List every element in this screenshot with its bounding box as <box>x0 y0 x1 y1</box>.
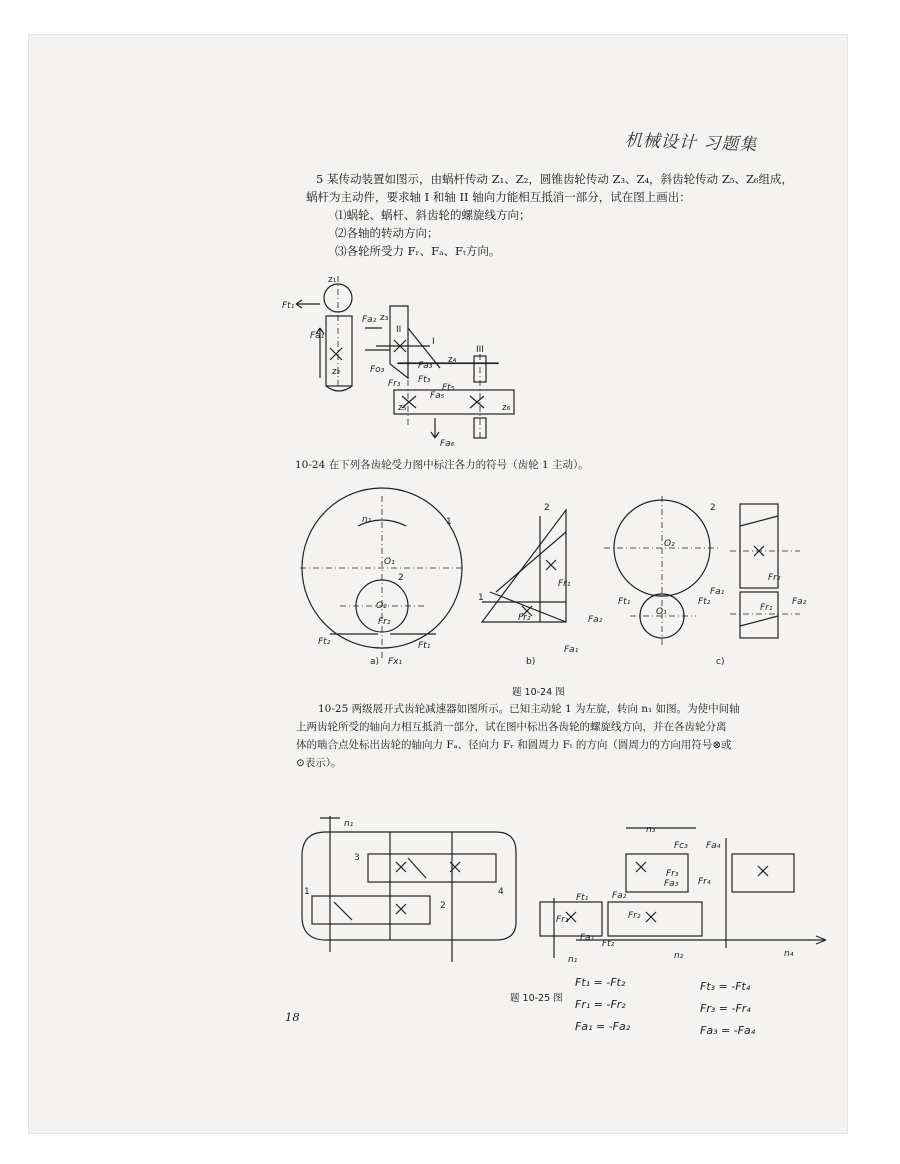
label-force-fr1: Fr₁ <box>556 915 569 925</box>
label-fa1: Fa₁ <box>310 331 325 341</box>
page-number: 18 <box>285 1010 300 1024</box>
force-gear-4 <box>732 854 794 892</box>
label-reducer-gear3: 3 <box>354 853 360 863</box>
label-a-gear1: 1 <box>446 517 452 527</box>
label-z2: z₂ <box>332 367 341 377</box>
label-shaft1: I <box>432 337 435 347</box>
label-z4: z₄ <box>448 355 457 365</box>
label-reducer-n1: n₁ <box>344 819 354 829</box>
label-b-fa2: Fa₂ <box>588 615 603 625</box>
label-z6: z₆ <box>502 403 511 413</box>
label-a-ft2: Ft₂ <box>318 637 331 647</box>
label-fo3: Fo₃ <box>370 365 385 375</box>
equations-right <box>700 976 755 1042</box>
label-b-fr1: Fr₁ <box>558 579 571 589</box>
eq-right-2: Fr₃ = -Fr₄ <box>700 1002 751 1015</box>
problem10-25-line2: 上两齿轮所受的轴向力相互抵消一部分，试在图中标出各齿轮的螺旋线方向，并在各齿轮分离 <box>296 721 727 733</box>
label-reducer-gear2: 2 <box>440 901 446 911</box>
problem5-line1: 5 某传动装置如图示，由蜗杆传动 Z₁、Z₂，圆锥齿轮传动 Z₃、Z₄，斜齿轮传动 Z₅、Z₆组成， <box>316 172 794 186</box>
label-force-n2: n₂ <box>674 951 684 961</box>
label-c-fr2: Fr₂ <box>768 573 781 583</box>
problem5-item3: ⑶各轮所受力 Fᵣ、Fₐ、Fₜ方向。 <box>335 244 501 258</box>
bevel-gear-z3 <box>390 306 408 378</box>
label-a-fr2: Fr₂ <box>378 617 391 627</box>
gear-side-view-c-bottom <box>740 592 778 638</box>
label-ta2: Fa₂ <box>362 315 377 325</box>
label-ta3: Fa₃ <box>418 361 433 371</box>
eq-right-3: Fa₃ = -Fa₄ <box>700 1024 756 1037</box>
label-b-gear2: 2 <box>544 503 550 513</box>
label-c-fa2: Fa₂ <box>792 597 807 607</box>
label-c-gear2: 2 <box>710 503 716 513</box>
label-force-n3: n₃ <box>646 825 656 835</box>
problem5-item2: ⑵各轴的转动方向； <box>335 226 439 240</box>
label-c-ft2: Ft₂ <box>698 597 711 607</box>
label-force-fr2: Fr₂ <box>628 911 641 921</box>
label-c-o1: O₁ <box>656 607 667 617</box>
label-a-gear2: 2 <box>398 573 404 583</box>
label-force-ft1: Ft₁ <box>576 893 589 903</box>
transmission-figure <box>282 268 530 449</box>
label-z3: z₃ <box>380 313 389 323</box>
label-force-ft2: Ft₂ <box>602 939 615 949</box>
figure-10-25-caption: 题 10-25 图 <box>510 993 563 1004</box>
gear-z5-z6 <box>394 390 514 414</box>
handwritten-header: 机械设计 习题集 <box>624 130 758 156</box>
label-reducer-gear1: 1 <box>304 887 310 897</box>
label-force-fa3: Fa₃ <box>664 879 679 889</box>
label-z1: z₁ <box>328 275 337 285</box>
gear-3 <box>368 854 496 882</box>
eq-left-1: Ft₁ = -Ft₂ <box>575 976 626 989</box>
force-gear-1 <box>540 902 602 936</box>
label-force-fr4: Fr₄ <box>698 877 711 887</box>
figure-10-25-force-diagram <box>536 818 826 968</box>
label-reducer-gear4: 4 <box>498 887 504 897</box>
problem5-line2: 蜗杆为主动件，要求轴 I 和轴 II 轴向力能相互抵消一部分，试在图上画出： <box>306 190 691 204</box>
label-b-fr2: Fr₂ <box>518 613 531 623</box>
figure-10-25-reducer <box>296 812 526 977</box>
force-gear-2 <box>608 902 702 936</box>
label-c: c) <box>716 657 725 667</box>
problem10-24-text: 10-24 在下列各齿轮受力图中标注各力的符号（齿轮 1 主动）。 <box>295 459 589 471</box>
label-force-n4: n₄ <box>784 949 794 959</box>
label-c-o2: O₂ <box>664 539 675 549</box>
label-fr3: Fr₃ <box>388 379 401 389</box>
label-a-n1: n₁ <box>362 515 372 525</box>
problem10-25-line3: 体的啮合点处标出齿轮的轴向力 Fₐ、径向力 Fᵣ 和圆周力 Fₜ 的方向（圆周力的方向用符号⊗或 <box>296 739 732 751</box>
label-c-fa1: Fa₁ <box>710 587 725 597</box>
label-shaft3: III <box>476 345 484 355</box>
label-force-n1: n₁ <box>568 955 578 965</box>
label-z5: z₅ <box>398 403 407 413</box>
label-force-fa4: Fa₄ <box>706 841 721 851</box>
label-force-fa2: Fa₂ <box>612 891 627 901</box>
label-ta5: Fa₅ <box>430 391 445 401</box>
problem10-25-line4: ⊙表示）。 <box>296 757 342 769</box>
label-c-ft1: Ft₁ <box>618 597 631 607</box>
label-a-fx1: Fx₁ <box>388 657 403 667</box>
label-a-o1: O₁ <box>384 557 395 567</box>
label-force-fa1: Fa₁ <box>580 933 595 943</box>
problem5-item1: ⑴蜗轮、蜗杆、斜齿轮的螺旋线方向； <box>335 208 531 222</box>
label-a: a) <box>370 657 380 667</box>
problem10-25-line1: 10-25 两级展开式齿轮减速器如图所示。已知主动轮 1 为左旋，转向 n₁ 如图。为使中间轴 <box>318 703 740 715</box>
label-a-ft1: Ft₁ <box>418 641 431 651</box>
label-c-fr1: Fr₁ <box>760 603 773 613</box>
label-a-o2: O₂ <box>376 601 387 611</box>
label-force-fc3: Fc₃ <box>674 841 688 851</box>
label-ft1: Ft₁ <box>282 301 295 311</box>
label-ft5: Ft₅ <box>442 383 455 393</box>
eq-right-1: Ft₃ = -Ft₄ <box>700 980 751 993</box>
label-ft3: Ft₃ <box>418 375 431 385</box>
label-force-fr3: Fr₃ <box>666 869 679 879</box>
force-gear-3 <box>626 854 688 892</box>
eq-left-3: Fa₁ = -Fa₂ <box>575 1020 631 1033</box>
label-b: b) <box>526 657 536 667</box>
eq-left-2: Fr₁ = -Fr₂ <box>575 998 626 1011</box>
label-b-gear1: 1 <box>478 593 484 603</box>
label-shaft2: II <box>396 325 402 335</box>
figure-10-24-caption: 题 10-24 图 <box>512 687 565 698</box>
label-ta6: Fa₆ <box>440 439 455 449</box>
label-b-fa1: Fa₁ <box>564 645 579 655</box>
figure-10-24 <box>300 496 820 676</box>
equations-left <box>575 972 630 1038</box>
